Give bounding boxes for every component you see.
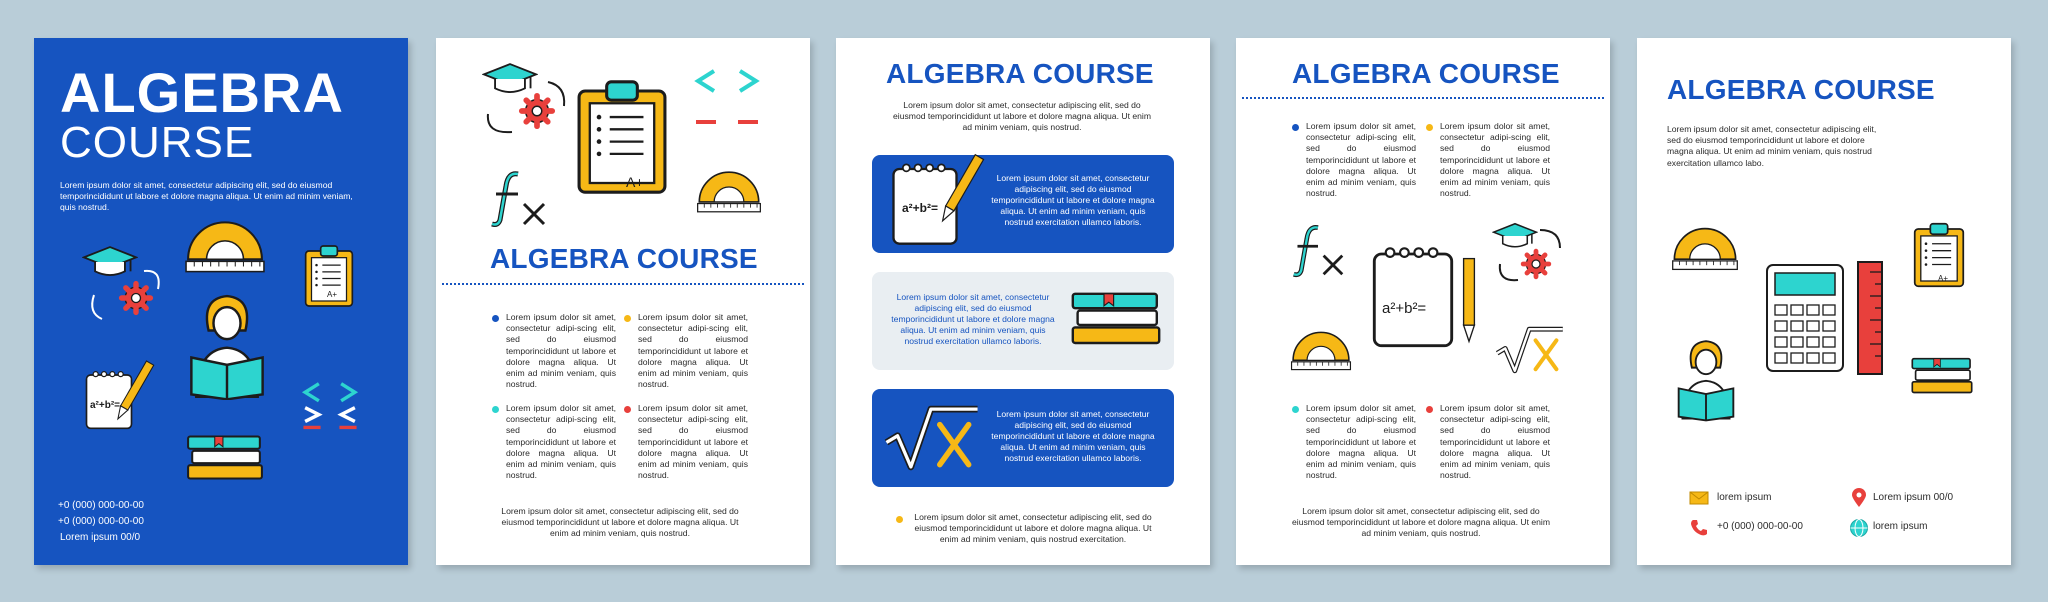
function-icon — [488, 168, 548, 228]
square-root-icon — [1494, 324, 1566, 376]
page3-title: ALGEBRA COURSE — [886, 58, 1154, 89]
bullet-blue — [1292, 124, 1299, 131]
bullet-yellow — [624, 315, 631, 322]
feature-box-3 — [872, 389, 1174, 487]
feature-box-text: Lorem ipsum dolor sit amet, consectetur adipiscing elit, sed do eiusmod temporincididunt ut labore et dolore magna aliqua. Ut enim ad minim veniam, quis nostrud exercitation ullamco laboris. — [891, 292, 1055, 346]
student-reading-icon — [1673, 334, 1739, 422]
books-icon — [1909, 354, 1975, 398]
feature-box-text: Lorem ipsum dolor sit amet, consectetur adipiscing elit, sed do eiusmod temporincididunt ut labore et dolore magna aliqua. Ut enim ad minim veniam, quis nostrud exercitation ullamco laboris. — [991, 409, 1155, 463]
cover-title-line1: ALGEBRA — [60, 61, 344, 124]
brochure-page-5 — [1637, 38, 2011, 565]
page2-title: ALGEBRA COURSE — [490, 243, 758, 274]
contact-web: lorem ipsum — [1873, 521, 1928, 532]
function-icon — [1290, 222, 1346, 278]
pythagoras-formula: a²+b²= — [902, 201, 939, 215]
arrows-icon — [1490, 224, 1570, 294]
brochure-page-2 — [436, 38, 810, 565]
bullet-red — [624, 406, 631, 413]
ruler-icon — [1855, 260, 1885, 376]
column-text: Lorem ipsum dolor sit amet, consectetur adipi-scing elit, sed do eiusmod temporincididunt ut labore et dolore magna aliqua. Ut enim ad minim veniam, quis nostrud. — [638, 403, 748, 481]
brochure-cover-page — [34, 38, 408, 565]
gear-icon — [118, 280, 154, 316]
notepad-icon — [1370, 242, 1456, 352]
books-icon — [184, 432, 266, 484]
protractor-icon — [696, 168, 762, 216]
contact-location: Lorem ipsum 00/0 — [1873, 492, 1954, 503]
protractor-icon — [1671, 224, 1739, 274]
cover-intro-text: Lorem ipsum dolor sit amet, consectetur adipiscing elit, sed do eiusmod temporincididunt ut labore et dolore magna aliqua. Ut enim ad minim veniam, quis nostrud. — [60, 180, 353, 213]
column-text: Lorem ipsum dolor sit amet, consectetur adipi-scing elit, sed do eiusmod temporincididunt ut labore et dolore magna aliqua. Ut enim ad minim veniam, quis nostrud. — [506, 403, 616, 481]
intro-text: Lorem ipsum dolor sit amet, consectetur adipiscing elit, sed do eiusmod temporincididunt ut labore et dolore magna aliqua. Ut enim ad minim veniam, quis nostrud exercitation ullamco labo. — [1667, 124, 1877, 168]
cover-title-line2: COURSE — [60, 118, 255, 167]
pythagoras-formula: a²+b²= — [90, 400, 121, 411]
page5-title: ALGEBRA COURSE — [1667, 74, 1935, 105]
bullet-yellow — [896, 516, 903, 523]
protractor-icon — [1290, 328, 1352, 374]
clipboard-grade: A+ — [1938, 274, 1949, 283]
column-text: Lorem ipsum dolor sit amet, consectetur adipi-scing elit, sed do eiusmod temporincididunt ut labore et dolore magna aliqua. Ut enim ad minim veniam, quis nostrud. — [1440, 403, 1550, 481]
bottom-text: Lorem ipsum dolor sit amet, consectetur adipiscing elit, sed do eiusmod temporincididunt ut labore et dolore magna aliqua. Ut enim ad minim veniam, quis nostrud. — [1292, 506, 1550, 539]
column-text: Lorem ipsum dolor sit amet, consectetur adipi-scing elit, sed do eiusmod temporincididunt ut labore et dolore magna aliqua. Ut enim ad minim veniam, quis nostrud. — [1306, 121, 1416, 199]
books-icon — [1068, 284, 1164, 354]
contact-phone-1: +0 (000) 000-00-00 — [58, 500, 144, 511]
arrows-icon — [478, 68, 568, 138]
contact-phone-2: +0 (000) 000-00-00 — [58, 516, 144, 527]
envelope-icon — [1689, 491, 1709, 505]
intro-text: Lorem ipsum dolor sit amet, consectetur adipiscing elit, sed do eiusmod temporincididunt ut labore et dolore magna aliqua. Ut enim ad minim veniam, quis nostrud. — [893, 100, 1151, 133]
brochure-page-3 — [836, 38, 1210, 565]
divider — [442, 283, 804, 285]
comparison-signs-icon — [692, 62, 762, 132]
student-reading-icon — [184, 288, 270, 400]
feature-box-text: Lorem ipsum dolor sit amet, consectetur adipiscing elit, sed do eiusmod temporincididunt ut labore et dolore magna aliqua. Ut enim ad minim veniam, quis nostrud exercitation ullamco laboris. — [991, 173, 1155, 227]
location-pin-icon — [1851, 488, 1867, 508]
brochure-page-4 — [1236, 38, 1610, 565]
column-text: Lorem ipsum dolor sit amet, consectetur adipi-scing elit, sed do eiusmod temporincididunt ut labore et dolore magna aliqua. Ut enim ad minim veniam, quis nostrud. — [1440, 121, 1550, 199]
feature-box-2 — [872, 272, 1174, 370]
globe-icon — [1849, 518, 1869, 538]
bullet-blue — [492, 315, 499, 322]
bullet-red — [1426, 406, 1433, 413]
bottom-text: Lorem ipsum dolor sit amet, consectetur adipiscing elit, sed do eiusmod temporincididunt ut labore et dolore magna aliqua. Ut enim ad minim veniam, quis nostrud. — [501, 506, 739, 539]
square-root-icon — [882, 403, 982, 473]
contact-email: lorem ipsum — [1717, 492, 1772, 503]
bullet-teal — [492, 406, 499, 413]
bullet-yellow — [1426, 124, 1433, 131]
column-text: Lorem ipsum dolor sit amet, consectetur adipi-scing elit, sed do eiusmod temporincididunt ut labore et dolore magna aliqua. Ut enim ad minim veniam, quis nostrud. — [638, 312, 748, 390]
pencil-icon — [1460, 250, 1478, 350]
calculator-icon — [1765, 262, 1845, 374]
column-text: Lorem ipsum dolor sit amet, consectetur adipi-scing elit, sed do eiusmod temporincididunt ut labore et dolore magna aliqua. Ut enim ad minim veniam, quis nostrud. — [506, 312, 616, 390]
feature-box-1 — [872, 155, 1174, 253]
clipboard-grade: A+ — [626, 174, 644, 190]
comparison-signs-icon — [300, 380, 360, 432]
pythagoras-formula: a²+b²= — [1382, 300, 1427, 317]
bullet-teal — [1292, 406, 1299, 413]
clipboard-icon — [576, 78, 668, 196]
phone-icon — [1689, 518, 1707, 536]
contact-phone: +0 (000) 000-00-00 — [1717, 521, 1803, 532]
clipboard-grade: A+ — [327, 290, 338, 299]
bottom-text: Lorem ipsum dolor sit amet, consectetur adipiscing elit, sed do eiusmod temporincididunt ut labore et dolore magna aliqua. Ut enim ad minim veniam, quis nostrud exercitation. — [914, 512, 1152, 545]
protractor-icon — [184, 218, 266, 276]
contact-address: Lorem ipsum 00/0 — [60, 532, 141, 543]
column-text: Lorem ipsum dolor sit amet, consectetur adipi-scing elit, sed do eiusmod temporincididunt ut labore et dolore magna aliqua. Ut enim ad minim veniam, quis nostrud. — [1306, 403, 1416, 481]
page4-title: ALGEBRA COURSE — [1292, 58, 1560, 89]
divider — [1242, 97, 1604, 99]
